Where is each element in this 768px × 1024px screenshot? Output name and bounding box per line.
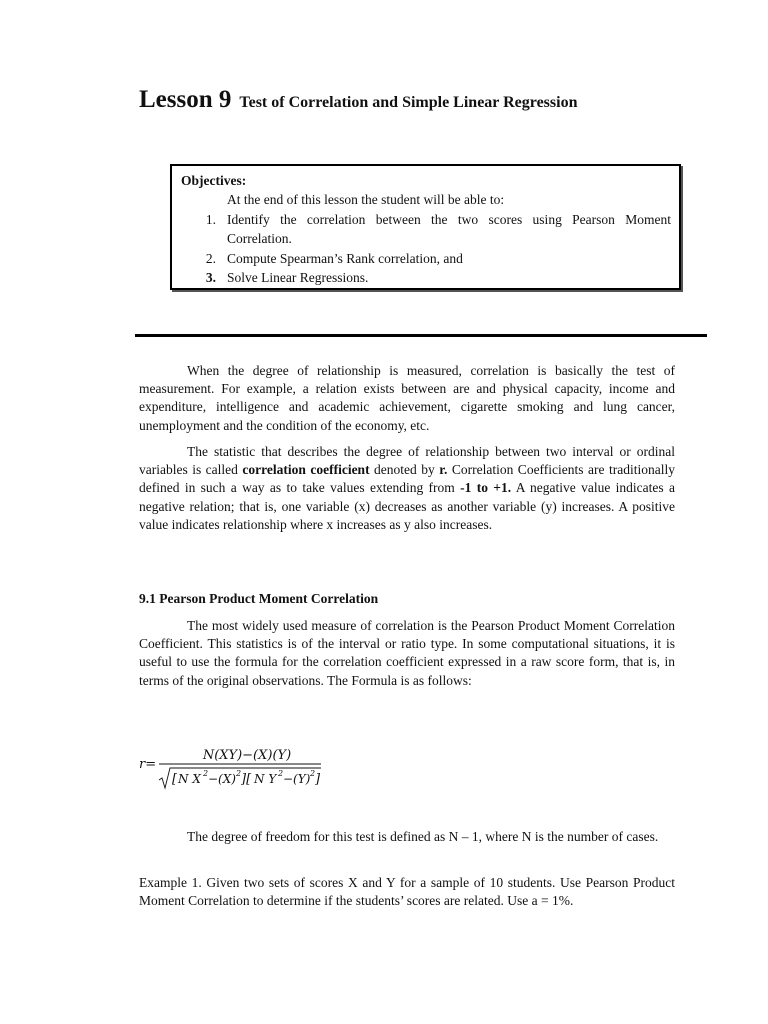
pearson-formula <box>137 742 337 798</box>
denominator-bracket-open: [ <box>172 772 178 787</box>
section-heading: 9.1 Pearson Product Moment Correlation <box>139 591 379 606</box>
objective-text: Identify the correlation between the two scores using Pearson Moment Correlation. <box>227 211 671 247</box>
term-r: r. <box>439 462 448 478</box>
pearson-paragraph: The most widely used measure of correlation is the Pearson Product Moment Correlation Coefficient. This statistics is of the interval or ratio type. In some computational situations, it is useful to use the formula for the correlation coefficient expressed in a raw score form, that is, in terms of the original observations. The Formula is as follows: <box>139 618 675 688</box>
objectives-list <box>181 210 671 288</box>
objective-text: Solve Linear Regressions. <box>227 270 369 286</box>
formula-numerator: N(XY)−(X)(Y) <box>202 748 292 763</box>
objective-number: 2. <box>205 250 216 266</box>
formula-lhs: r= <box>139 757 157 772</box>
denominator-exponent: 2 <box>203 769 209 778</box>
objective-text: Compute Spearman’s Rank correlation, and <box>227 250 463 266</box>
objectives-box <box>170 164 681 290</box>
objectives-heading: Objectives: <box>181 173 247 188</box>
denominator-bracket-close: ][ <box>241 772 252 787</box>
term-range: -1 to +1. <box>460 480 512 496</box>
objective-item <box>181 268 671 287</box>
lesson-number: Lesson 9 <box>139 86 232 113</box>
denominator-term-4: −(Y) <box>283 772 311 786</box>
degrees-of-freedom-paragraph: The degree of freedom for this test is defined as N – 1, where N is the number of cases. <box>187 829 659 844</box>
denominator-term-2: −(X) <box>208 772 236 786</box>
correlation-coefficient-paragraph: The statistic that describes the degree of relationship between two interval or ordinal variables is called correlation coefficient denoted by r. Correlation Coefficients are traditionally defined in such a way as to take values extending from -1 to +1. A negative value indicates a negative relation; that is, one variable (x) decreases as another variable (y) increases. A positive value indicates relationship where x increases as y also increases. <box>139 444 675 532</box>
objective-item <box>181 249 671 268</box>
denominator-exponent: 2 <box>278 769 284 778</box>
denominator-exponent: 2 <box>310 769 316 778</box>
horizontal-divider <box>135 334 707 337</box>
objective-number: 3. <box>205 270 216 286</box>
lesson-title <box>139 86 577 114</box>
denominator-exponent: 2 <box>236 769 242 778</box>
objective-item <box>181 210 671 249</box>
objectives-intro: At the end of this lesson the student will be able to: <box>227 192 505 208</box>
denominator-bracket-end: ] <box>315 772 321 787</box>
denominator-term-1: N X <box>178 772 201 786</box>
denominator-term-3: N Y <box>254 772 277 786</box>
lesson-subtitle: Test of Correlation and Simple Linear Regression <box>239 94 578 111</box>
objective-number: 1. <box>205 211 216 227</box>
term-correlation-coefficient: correlation coefficient <box>242 462 370 478</box>
intro-paragraph: When the degree of relationship is measured, correlation is basically the test of measurement. For example, a relation exists between are and physical capacity, income and expenditure, intelligence and academic achievement, cigarette smoking and lung cancer, unemployment and the condition of the economy, etc. <box>139 363 675 433</box>
example-paragraph: Example 1. Given two sets of scores X and Y for a sample of 10 students. Use Pearson Product Moment Correlation to determine if the students’ scores are related. Use a = 1%. <box>139 875 675 909</box>
